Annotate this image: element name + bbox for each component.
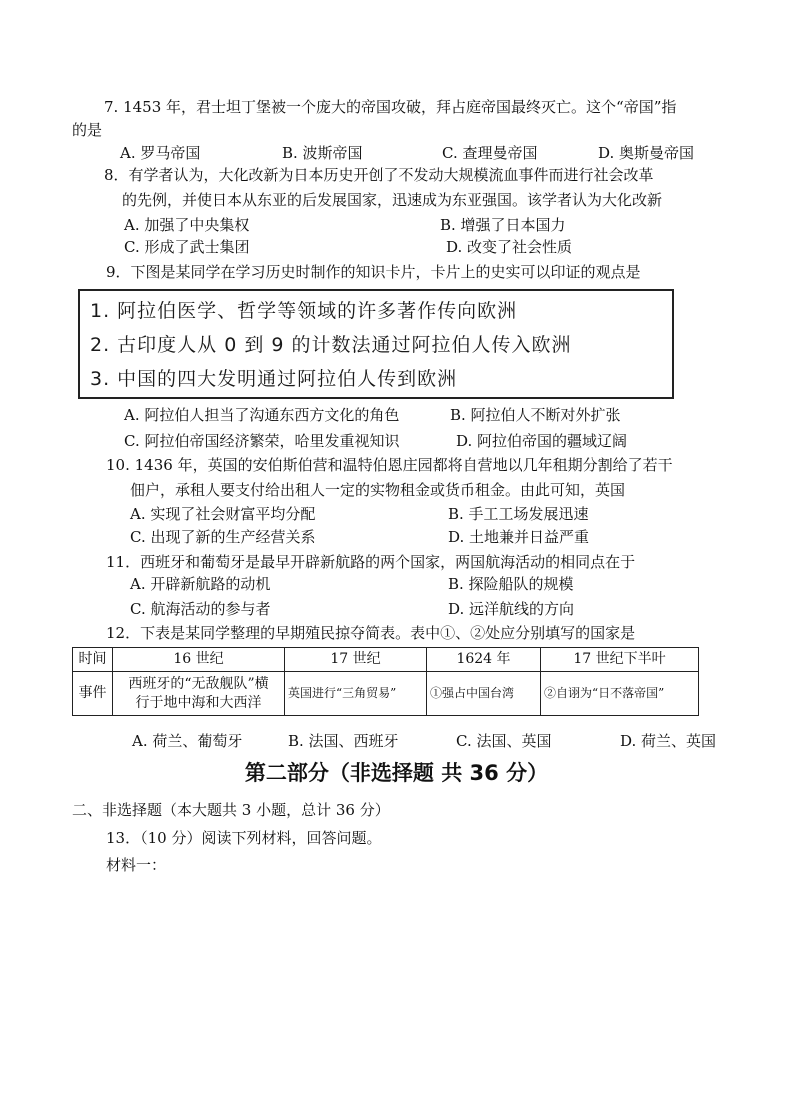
q11-option-d: D. 远洋航线的方向 (448, 600, 575, 618)
q11-option-c: C. 航海活动的参与者 (130, 600, 271, 618)
table-cell: 16 世纪 (113, 648, 285, 672)
q11-stem-line1: 11．西班牙和葡萄牙是最早开辟新航路的两个国家，两国航海活动的相同点在于 (106, 553, 636, 571)
table-cell: ①强占中国台湾 (427, 672, 541, 716)
q8-option-a: A. 加强了中央集权 (124, 216, 250, 234)
knowledge-card (78, 289, 674, 399)
table-cell: 事件 (73, 672, 113, 716)
q10-stem-line1: 10. 1436 年，英国的安伯斯伯营和温特伯恩庄园都将自营地以几年租期分割给了若干 (106, 456, 673, 474)
q10-option-a: A. 实现了社会财富平均分配 (130, 505, 316, 523)
q9-option-c: C. 阿拉伯帝国经济繁荣，哈里发重视知识 (124, 432, 400, 450)
table-cell: 时间 (73, 648, 113, 672)
table-cell-line: 行于地中海和大西洋 (135, 694, 262, 711)
table-cell: 17 世纪 (285, 648, 427, 672)
q12-option-b: B. 法国、西班牙 (288, 732, 399, 750)
q8-option-b: B. 增强了日本国力 (440, 216, 566, 234)
q9-option-a: A. 阿拉伯人担当了沟通东西方文化的角色 (124, 406, 400, 424)
q8-option-c: C. 形成了武士集团 (124, 238, 250, 256)
table-cell-line: 西班牙的“无敌舰队”横 (128, 675, 269, 692)
q7-option-a: A. 罗马帝国 (120, 144, 201, 162)
table-cell: 1624 年 (427, 648, 541, 672)
q7-option-c: C. 查理曼帝国 (442, 144, 538, 162)
q10-option-d: D. 土地兼并日益严重 (448, 528, 590, 546)
q10-option-b: B. 手工工场发展迅速 (448, 505, 589, 523)
q10-stem-line2: 佃户，承租人要支付给出租人一定的实物租金或货币租金。由此可知，英国 (130, 481, 626, 499)
q12-stem-line1: 12．下表是某同学整理的早期殖民掠夺简表。表中①、②处应分别填写的国家是 (106, 624, 636, 642)
q8-stem-line2: 的先例，并使日本从东亚的后发展国家，迅速成为东亚强国。该学者认为大化改新 (122, 191, 663, 209)
q9-option-b: B. 阿拉伯人不断对外扩张 (450, 406, 621, 424)
q8-option-d: D. 改变了社会性质 (446, 238, 573, 256)
card-line-2: 2. 古印度人从 0 到 9 的计数法通过阿拉伯人传入欧洲 (90, 334, 572, 356)
part2-subtitle: 二、非选择题（本大题共 3 小题，总计 36 分） (72, 801, 390, 819)
table-cell: 17 世纪下半叶 (541, 648, 699, 672)
q11-option-b: B. 探险船队的规模 (448, 575, 574, 593)
q13-stem: 13．（10 分）阅读下列材料，回答问题。 (106, 829, 382, 847)
table-row-header (73, 648, 699, 672)
material-one-label: 材料一： (106, 856, 167, 874)
part2-title: 第二部分（非选择题 共 36 分） (244, 761, 549, 785)
q7-stem-line1: 7. 1453 年，君士坦丁堡被一个庞大的帝国攻破，拜占庭帝国最终灭亡。这个“帝国”指 (104, 98, 677, 116)
table-cell: ②自诩为“日不落帝国” (541, 672, 699, 716)
q12-option-c: C. 法国、英国 (456, 732, 552, 750)
q11-option-a: A. 开辟新航路的动机 (130, 575, 271, 593)
table-row-event (73, 672, 699, 716)
q12-option-a: A. 荷兰、葡萄牙 (132, 732, 243, 750)
q7-stem-line2: 的是 (72, 121, 103, 139)
q7-option-b: B. 波斯帝国 (282, 144, 363, 162)
q10-option-c: C. 出现了新的生产经营关系 (130, 528, 316, 546)
q12-option-d: D. 荷兰、英国 (620, 732, 717, 750)
q9-option-d: D. 阿拉伯帝国的疆域辽阔 (456, 432, 628, 450)
q9-stem-line1: 9．下图是某同学在学习历史时制作的知识卡片，卡片上的史实可以印证的观点是 (106, 263, 641, 281)
q8-stem-line1: 8．有学者认为，大化改新为日本历史开创了不发动大规模流血事件而进行社会改革 (104, 166, 654, 184)
table-cell-multiline (113, 672, 285, 716)
card-line-3: 3. 中国的四大发明通过阿拉伯人传到欧洲 (90, 368, 458, 390)
table-cell: 英国进行“三角贸易” (285, 672, 427, 716)
q7-option-d: D. 奥斯曼帝国 (598, 144, 695, 162)
card-line-1: 1. 阿拉伯医学、哲学等领域的许多著作传向欧洲 (90, 300, 518, 322)
colonial-table (72, 647, 699, 716)
